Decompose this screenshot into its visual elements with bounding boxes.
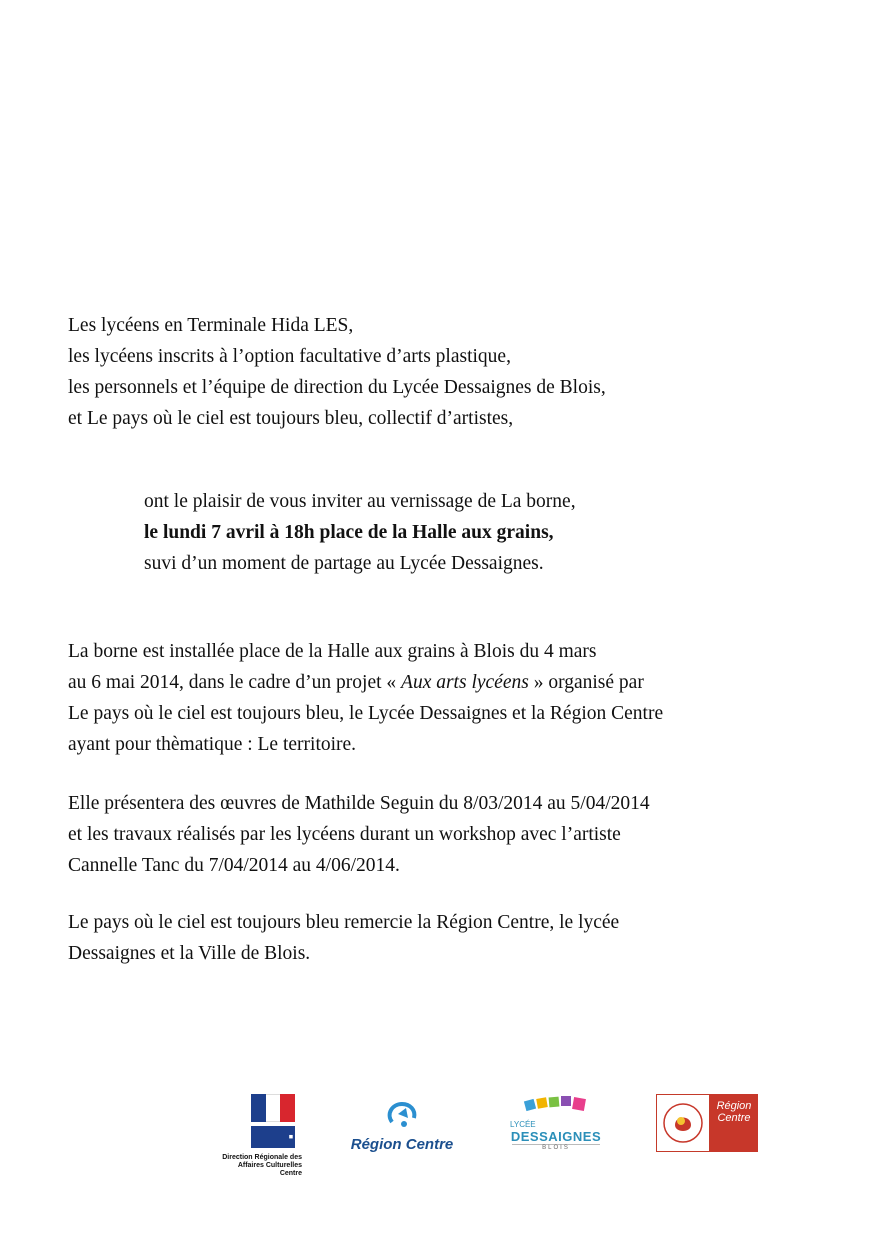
exhibition-line: Cannelle Tanc du 7/04/2014 au 4/06/2014. <box>68 855 400 876</box>
project-text: » organisé par <box>528 672 644 693</box>
ministere-culture-icon: ◼ <box>251 1126 295 1148</box>
region-centre-name: Région Centre <box>350 1136 454 1153</box>
project-paragraph <box>68 636 663 760</box>
project-line <box>68 667 663 698</box>
intro-line: les personnels et l’équipe de direction du Lycée Dessaignes de Blois, <box>68 377 606 398</box>
intro-paragraph <box>68 310 606 434</box>
exhibition-line: Elle présentera des œuvres de Mathilde Seguin du 8/03/2014 au 5/04/2014 <box>68 793 650 814</box>
region-centre-emblem-icon <box>384 1100 420 1130</box>
exhibition-line: et les travaux réalisés par les lycéens durant un workshop avec l’artiste <box>68 824 621 845</box>
invitation-paragraph <box>144 486 576 579</box>
thanks-line: Dessaignes et la Ville de Blois. <box>68 943 311 964</box>
drac-caption: Direction Régionale des Affaires Culturelles Centre <box>222 1154 302 1177</box>
invite-line: ont le plaisir de vous inviter au vernissage de La borne, <box>144 491 576 512</box>
lycee-dessaignes-logo <box>504 1094 608 1151</box>
intro-line: et Le pays où le ciel est toujours bleu, collectif d’artistes, <box>68 408 514 429</box>
aux-arts-lyceens-logo <box>656 1094 758 1152</box>
lycee-flags-icon <box>521 1094 591 1116</box>
intro-line: Les lycéens en Terminale Hida LES, <box>68 315 354 336</box>
invite-line: suvi d’un moment de partage au Lycée Dessaignes. <box>144 553 544 574</box>
lycee-city: BLOIS <box>512 1144 600 1151</box>
partner-logos <box>0 1090 874 1190</box>
project-line: La borne est installée place de la Halle aux grains à Blois du 4 mars <box>68 641 597 662</box>
exhibition-paragraph <box>68 788 650 881</box>
lycee-name: DESSAIGNES <box>510 1129 602 1144</box>
project-title: Aux arts lycéens <box>401 672 529 693</box>
drac-logo <box>218 1094 302 1178</box>
project-line: Le pays où le ciel est toujours bleu, le Lycée Dessaignes et la Région Centre <box>68 703 664 724</box>
invite-date-line: le lundi 7 avril à 18h place de la Halle aux grains, <box>144 522 554 543</box>
lycee-label: LYCÉE <box>510 1120 536 1129</box>
region-centre-logo <box>344 1100 460 1153</box>
intro-line: les lycéens inscrits à l’option facultative d’arts plastique, <box>68 346 511 367</box>
region-centre-badge: Région Centre <box>710 1094 758 1152</box>
french-flag-icon <box>251 1094 295 1122</box>
thanks-paragraph <box>68 907 619 969</box>
project-text: au 6 mai 2014, dans le cadre d’un projet « <box>68 672 402 693</box>
project-line: ayant pour thèmatique : Le territoire. <box>68 734 357 755</box>
aux-arts-seal-icon <box>656 1094 710 1152</box>
thanks-line: Le pays où le ciel est toujours bleu remercie la Région Centre, le lycée <box>68 912 620 933</box>
